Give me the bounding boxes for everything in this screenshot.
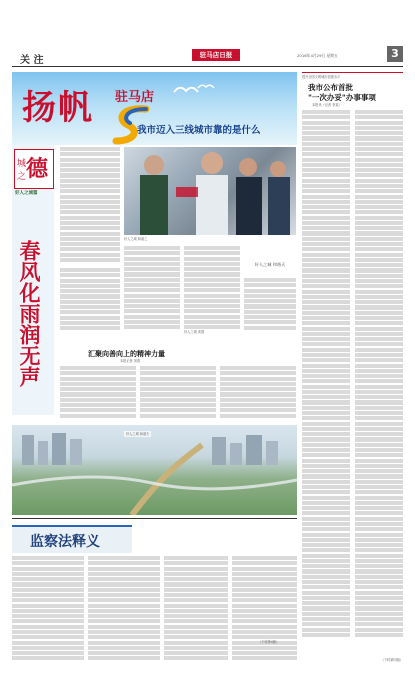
right-credit: 本报讯（记者 李某）	[312, 103, 342, 107]
right-col-b	[355, 110, 403, 658]
mid-col-4-text	[184, 246, 240, 330]
bottom-col-4	[232, 556, 297, 666]
mid-col-7-text	[140, 366, 216, 422]
banner-title-sub: 驻马店	[115, 90, 155, 105]
date-line: 2016年4月29日 星期五	[297, 53, 338, 58]
feature-banner	[12, 72, 297, 145]
bottom-footer-note: （下转第4版）	[258, 640, 280, 644]
right-lead: 提升全国文明城市创建水平	[302, 75, 341, 79]
right-footer: （下转第四版）	[380, 657, 403, 662]
banner-slogan: 我市迈入三线城市靠的是什么	[137, 125, 261, 136]
bottom-col-1	[12, 556, 84, 666]
panorama-caption: 好人之城 和谐天	[126, 432, 150, 436]
mid-col-2-text	[60, 268, 120, 330]
bottom-col-2	[88, 556, 160, 666]
masthead-label: 驻马店日报	[192, 49, 240, 61]
people-illustration-icon	[124, 147, 296, 235]
mid-col-5-text	[244, 278, 296, 330]
photo-caption-2: 好人之城 美德	[184, 330, 205, 334]
bottom-col-3	[164, 556, 228, 666]
mid-credit: 本报记者 刘燕	[120, 359, 141, 363]
left-feature-panel	[12, 145, 54, 415]
mid-col-3-text	[124, 246, 180, 330]
badge-side-char-1: 城	[17, 159, 27, 169]
section-label: 关 注	[20, 55, 44, 66]
mid-col-6-text	[60, 366, 136, 422]
badge-side-char-2: 之	[17, 172, 27, 182]
bottom-rule	[12, 518, 297, 519]
right-headline-2: "一次办妥"办事事项	[308, 93, 376, 102]
photo-caption-1: 好人之城 和谐之	[124, 237, 148, 241]
page-header	[12, 48, 403, 64]
header-rule	[12, 66, 403, 67]
mid-headline: 汇聚向善向上的精神力量	[88, 349, 165, 358]
bottom-section-title-text: 监察法释义	[30, 534, 100, 550]
right-column	[302, 72, 403, 662]
city-panorama-photo	[12, 425, 297, 515]
right-top-rule	[302, 72, 403, 73]
vertical-title: 春风化雨润无声	[17, 240, 42, 387]
mid-col-8-text	[220, 366, 296, 422]
right-col-a	[302, 110, 350, 658]
right-headline-1: 我市公布首批	[308, 83, 353, 92]
birds-icon	[172, 82, 222, 100]
bottom-section-title	[12, 525, 132, 553]
banner-title-main: 扬帆	[22, 88, 94, 128]
mid-col-1-text	[60, 147, 120, 265]
city-skyline-icon	[12, 425, 297, 515]
page-number: 3	[387, 46, 403, 62]
mid-quote: 好人之城 和谐天	[254, 262, 286, 267]
badge-subtitle: 好人之城篇	[15, 191, 38, 196]
badge-main-char: 德	[26, 156, 49, 182]
main-photo	[124, 147, 296, 235]
badge	[14, 149, 54, 189]
